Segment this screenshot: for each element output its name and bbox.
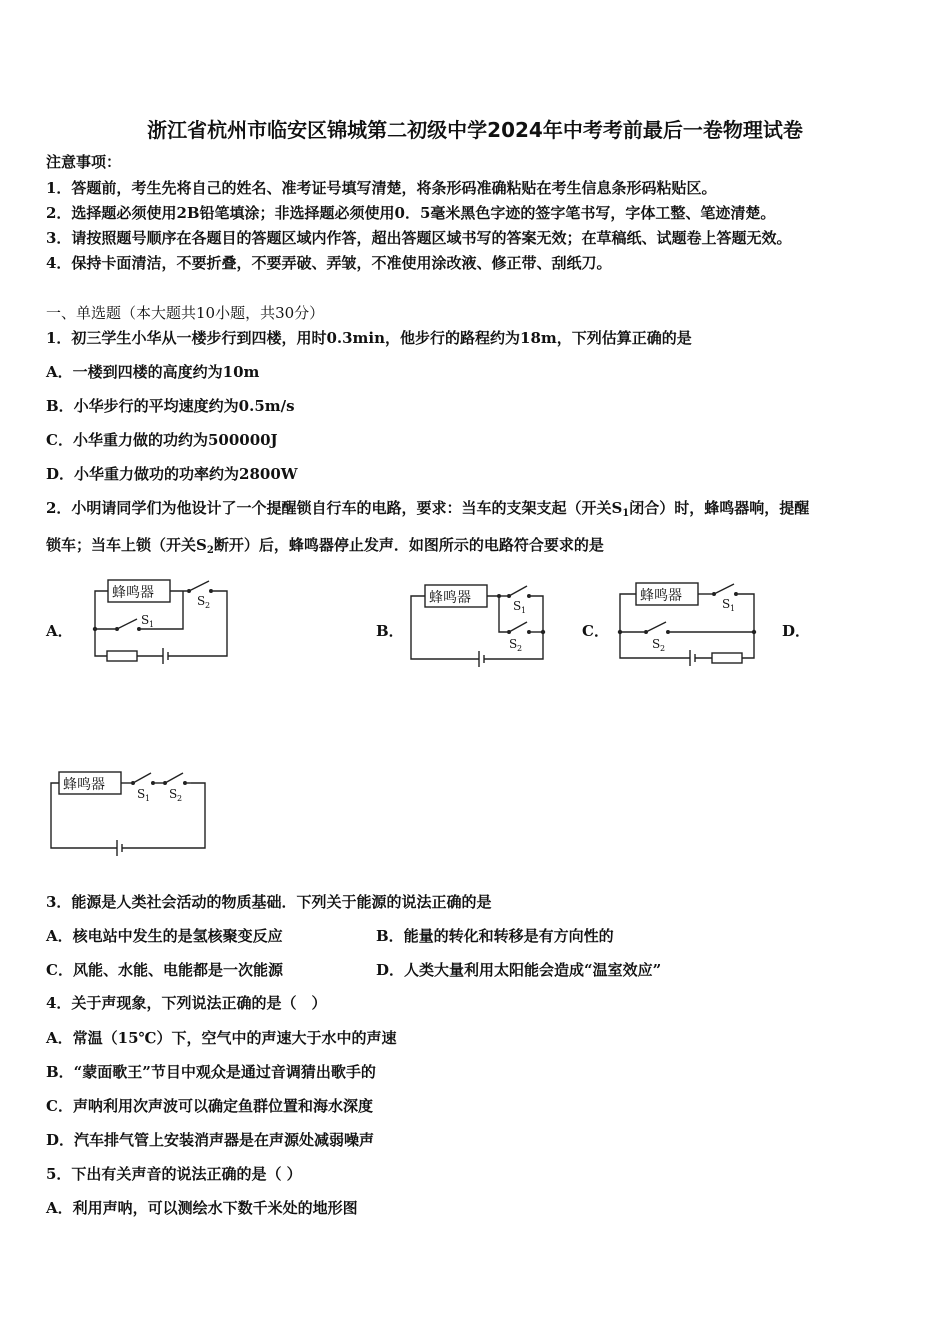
- q2-stem-text: 锁车；当车上锁（开关S: [46, 536, 207, 554]
- notice-item: 3．请按照题号顺序在各题目的答题区域内作答，超出答题区域书写的答案无效；在草稿纸、试题卷上答题无效。: [46, 229, 792, 247]
- notice-heading: 注意事项：: [46, 153, 122, 171]
- switch-s2-contact: [183, 781, 187, 785]
- switch-label-sub: 2: [205, 601, 211, 610]
- q4-option-c: C．声呐利用次声波可以确定鱼群位置和海水深度: [46, 1097, 373, 1115]
- switch-s2-blade: [646, 622, 666, 632]
- switch-s1-blade: [117, 619, 137, 629]
- q2-stem-line1: [46, 498, 809, 524]
- switch-s1-blade: [714, 584, 734, 594]
- switch-s2-contact: [209, 589, 213, 593]
- switch-s2-contact: [666, 630, 670, 634]
- switch-s1-contact: [137, 627, 141, 631]
- q2-stem-sub: 1: [622, 508, 630, 519]
- q4-option-d: D．汽车排气管上安装消声器是在声源处减弱噪声: [46, 1131, 375, 1149]
- q2-option-a-label: A．: [46, 622, 73, 640]
- buzzer-label: 蜂鸣器: [640, 588, 682, 604]
- switch-s1-contact: [151, 781, 155, 785]
- switch-s2-blade: [189, 581, 209, 591]
- circuit-diagram-a: [85, 572, 235, 667]
- switch-label: S: [141, 613, 150, 627]
- q2-stem-text: 2．小明请同学们为他设计了一个提醒锁自行车的电路，要求：当车的支架支起（开关S: [46, 499, 623, 517]
- q2-stem-sub: 2: [206, 545, 214, 556]
- switch-s1-blade: [133, 773, 151, 783]
- resistor: [712, 653, 742, 663]
- switch-label-sub: 2: [517, 644, 523, 653]
- switch-label-sub: 1: [521, 606, 527, 615]
- buzzer-label: 蜂鸣器: [112, 585, 154, 601]
- q3-option-d: D．人类大量利用太阳能会造成“温室效应”: [376, 961, 662, 979]
- q2-option-b-label: B．: [376, 622, 404, 640]
- exam-title: 浙江省杭州市临安区锦城第二初级中学2024年中考考前最后一卷物理试卷: [147, 118, 803, 142]
- switch-label-sub: 1: [149, 620, 155, 629]
- q1-option-b: B．小华步行的平均速度约为0.5m/s: [46, 397, 295, 415]
- q2-stem-text: 闭合）时，蜂鸣器响，提醒: [629, 499, 810, 517]
- section-heading: 一、单选题（本大题共10小题，共30分）: [46, 304, 325, 322]
- switch-s1-blade: [509, 586, 527, 596]
- switch-s2-contact: [527, 630, 531, 634]
- buzzer-label: 蜂鸣器: [63, 777, 105, 793]
- q3-option-c: C．风能、水能、电能都是一次能源: [46, 961, 283, 979]
- circuit-diagram-b: [405, 577, 550, 669]
- switch-label: S: [509, 637, 518, 651]
- switch-label-sub: 2: [177, 794, 183, 803]
- q4-option-a: A．常温（15℃）下，空气中的声速大于水中的声速: [46, 1029, 397, 1047]
- q2-option-d-label: D．: [782, 622, 811, 640]
- switch-label: S: [169, 787, 178, 801]
- q4-stem: 4．关于声现象，下列说法正确的是（ ）: [46, 994, 327, 1012]
- q1-option-d: D．小华重力做功的功率约为2800W: [46, 465, 298, 483]
- switch-label: S: [652, 637, 661, 651]
- switch-s1-contact: [527, 594, 531, 598]
- q3-option-a: A．核电站中发生的是氢核聚变反应: [46, 927, 283, 945]
- switch-label-sub: 2: [660, 644, 666, 653]
- notice-item: 2．选择题必须使用2B铅笔填涂；非选择题必须使用0．5毫米黑色字迹的签字笔书写，字体工整、笔迹清楚。: [46, 204, 776, 222]
- switch-label: S: [513, 599, 522, 613]
- q5-option-a: A．利用声呐，可以测绘水下数千米处的地形图: [46, 1199, 358, 1217]
- circuit-diagram-c: [614, 576, 764, 668]
- switch-s2-blade: [509, 622, 527, 632]
- switch-s1-contact: [734, 592, 738, 596]
- switch-label: S: [722, 597, 731, 611]
- q5-stem: 5．下出有关声音的说法正确的是（ ）: [46, 1165, 302, 1183]
- notice-item: 1．答题前，考生先将自己的姓名、准考证号填写清楚，将条形码准确粘贴在考生信息条形码粘贴区。: [46, 179, 717, 197]
- switch-label-sub: 1: [730, 604, 736, 613]
- resistor: [107, 651, 137, 661]
- junction: [541, 630, 545, 634]
- q1-option-a: A．一楼到四楼的高度约为10m: [46, 363, 260, 381]
- switch-s2-blade: [165, 773, 183, 783]
- notice-item: 4．保持卡面清洁，不要折叠，不要弄破、弄皱，不准使用涂改液、修正带、刮纸刀。: [46, 254, 612, 272]
- switch-label: S: [137, 787, 146, 801]
- q1-stem: 1．初三学生小华从一楼步行到四楼，用时0.3min，他步行的路程约为18m，下列估算正确的是: [46, 329, 692, 347]
- q1-option-c: C．小华重力做的功约为500000J: [46, 431, 278, 449]
- switch-label: S: [197, 594, 206, 608]
- q2-stem-text: 断开）后，蜂鸣器停止发声．如图所示的电路符合要求的是: [213, 536, 604, 554]
- q2-option-c-label: C．: [582, 622, 609, 640]
- q2-stem-line2: [46, 535, 604, 561]
- circuit-diagram-d: [45, 766, 213, 861]
- q3-option-b: B．能量的转化和转移是有方向性的: [376, 927, 614, 945]
- switch-label-sub: 1: [145, 794, 151, 803]
- q4-option-b: B．“蒙面歌王”节目中观众是通过音调猜出歌手的: [46, 1063, 376, 1081]
- q3-stem: 3．能源是人类社会活动的物质基础．下列关于能源的说法正确的是: [46, 893, 492, 911]
- buzzer-label: 蜂鸣器: [429, 590, 471, 606]
